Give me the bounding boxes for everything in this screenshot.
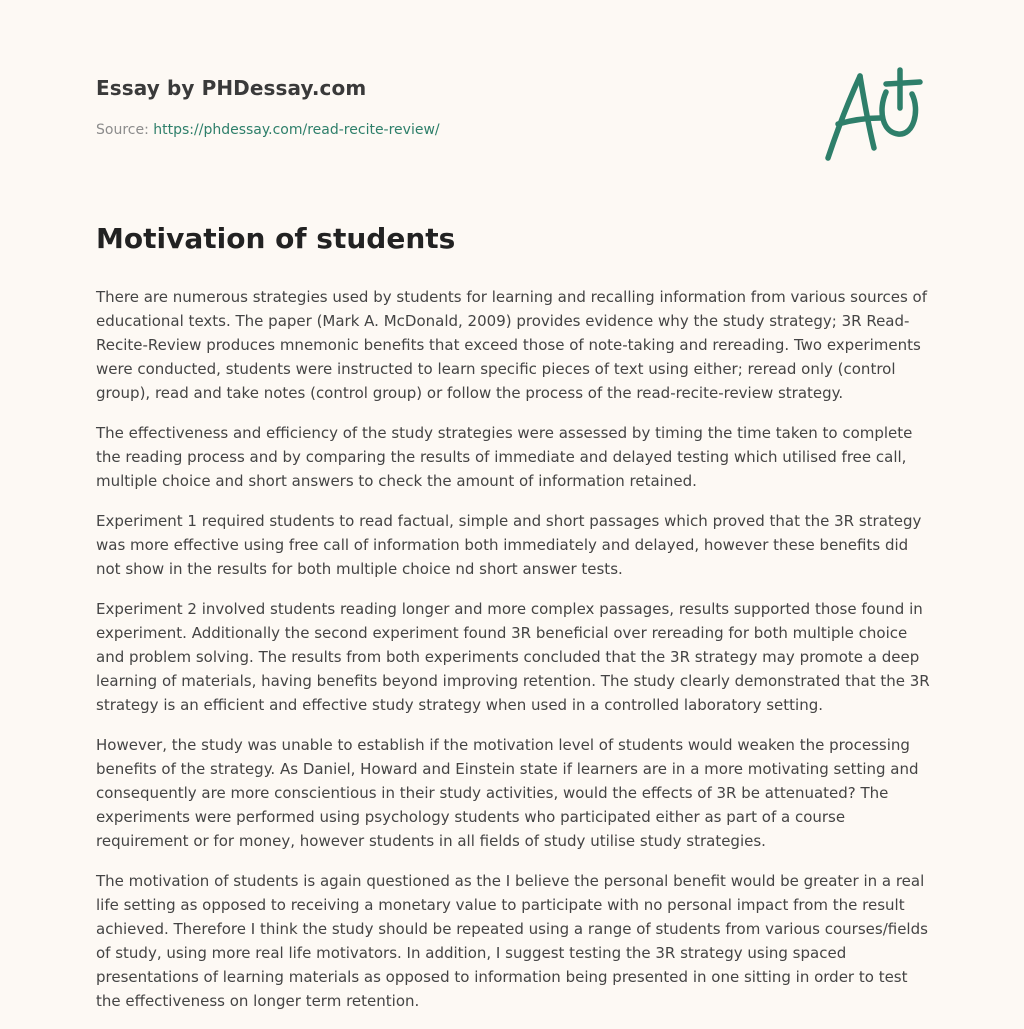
essay-paragraph: There are numerous strategies used by students for learning and recalling information from various sources of educational texts. The paper (Mark A. McDonald, 2009) provides evidence why the study strategy; 3R Read-Recite-Review produces mnemonic benefits that exceed those of note-taking and rereading. Two experiments were conducted, students were instructed to learn specific pieces of text using either; reread only (control group), read and take notes (control group) or follow the process of the read-recite-review strategy. xyxy=(96,288,927,402)
site-title: Essay by PHDessay.com xyxy=(96,76,367,100)
essay-paragraph: The motivation of students is again questioned as the I believe the personal benefit would be greater in a real life setting as opposed to receiving a monetary value to participate with no personal impact from the result achieved. Therefore I think the study should be repeated using a range of students from various courses/fields of study, using more real life motivators. In addition, I suggest testing the 3R strategy using spaced presentations of learning materials as opposed to information being presented in one sitting in order to test the effectiveness on longer term retention. xyxy=(96,872,928,1010)
essay-paragraph: Experiment 1 required students to read factual, simple and short passages which proved that the 3R strategy was more effective using free call of information both immediately and delayed, however these benefits did not show in the results for both multiple choice nd short answer tests. xyxy=(96,512,922,578)
source-link[interactable]: https://phdessay.com/read-recite-review/ xyxy=(153,122,440,138)
source-label: Source: xyxy=(96,122,154,138)
source-line xyxy=(96,122,796,138)
essay-paragraph: The effectiveness and efficiency of the study strategies were assessed by timing the time taken to complete the reading process and by comparing the results of immediate and delayed testing which utilised free call, multiple choice and short answers to check the amount of information retained. xyxy=(96,424,913,490)
essay-paragraph: Experiment 2 involved students reading longer and more complex passages, results supported those found in experiment. Additionally the second experiment found 3R beneficial over rereading for both multiple choice and problem solving. The results from both experiments concluded that the 3R strategy may promote a deep learning of materials, having benefits beyond improving retention. The study clearly demonstrated that the 3R strategy is an efficient and effective study strategy when used in a controlled laboratory setting. xyxy=(96,600,930,714)
a-plus-logo-icon xyxy=(820,66,930,166)
page-title: Motivation of students xyxy=(96,222,456,255)
essay-paragraph: However, the study was unable to establish if the motivation level of students would weaken the processing benefits of the strategy. As Daniel, Howard and Einstein state if learners are in a more motivating setting and consequently are more conscientious in their study activities, would the effects of 3R be attenuated? The experiments were performed using psychology students who participated either as part of a course requirement or for money, however students in all fields of study utilise study strategies. xyxy=(96,736,919,850)
essay-body xyxy=(96,285,932,1029)
page-header xyxy=(96,76,796,138)
